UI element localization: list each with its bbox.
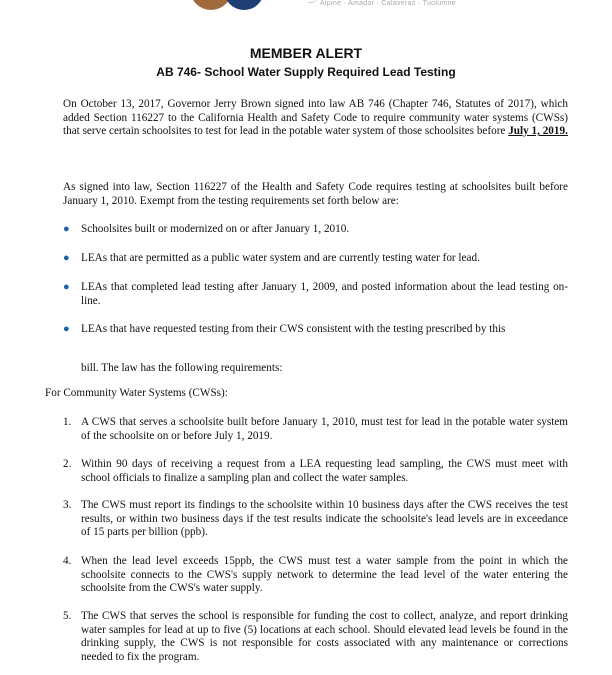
swoosh-decoration (308, 0, 318, 3)
cws-section-heading: For Community Water Systems (CWSs): (45, 387, 228, 399)
requirement-number: 3. (63, 499, 72, 511)
exemption-text: LEAs that completed lead testing after January 1, 2009, and posted information about the lead testing on- line. (81, 281, 568, 307)
exemption-item (63, 223, 568, 237)
logo-left-shape (190, 0, 232, 10)
bullet-icon: ● (63, 223, 70, 235)
requirement-text: Within 90 days of receiving a request from a LEA requesting lead sampling, the CWS must meet with school officials to finalize a sampling plan and collect the water samples. (81, 458, 568, 484)
requirement-text: The CWS must report its findings to the schoolsite within 10 business days after the CWS receives the test results, or within two business days if the test results indicate the schoolsite's lead levels are in exceedance of 15 parts per billion (ppb). (81, 499, 568, 538)
requirement-item (63, 610, 568, 664)
bullet-icon: ● (63, 281, 70, 293)
requirement-number: 5. (63, 610, 72, 622)
requirement-text: When the lead level exceeds 15ppb, the CWS must test a water sample from the point in which the schoolsite connects to the CWS's supply network to determine the lead level of the water entering the schoolsite from the CWS's water supply. (81, 555, 568, 594)
header-tagline (320, 0, 456, 7)
requirement-text: A CWS that serves a schoolsite built before January 1, 2010, must test for lead in the potable water system of the schoolsite on or before July 1, 2019. (81, 416, 568, 442)
logo-right-shape (224, 0, 264, 10)
intro-paragraph (63, 98, 568, 139)
requirement-number: 1. (63, 416, 72, 428)
exemption-paragraph: As signed into law, Section 116227 of the Health and Safety Code requires testing at schoolsites built before January 1, 2010. Exempt from the testing requirements set forth below are: (63, 181, 568, 207)
exemption-item (63, 252, 568, 266)
tagline-text: Alpine · Amador · Calaveras · Tuolumne (320, 0, 456, 7)
organization-logo (190, 0, 270, 12)
bullet-icon: ● (63, 252, 70, 264)
exemption-text: LEAs that have requested testing from their CWS consistent with the testing prescribed by this (81, 323, 506, 335)
exemption-item (63, 281, 568, 308)
requirement-number: 4. (63, 555, 72, 567)
requirement-item (63, 416, 568, 443)
requirement-item (63, 555, 568, 596)
requirement-number: 2. (63, 458, 72, 470)
requirement-item (63, 458, 568, 485)
intro-text: On October 13, 2017, Governor Jerry Brown signed into law AB 746 (Chapter 746, Statutes of 2017), which added Section 116227 to the California Health and Safety Code to require community water systems (CWSs) that serve certain schoolsites to test for lead in the potable water system of those schoolsites before (63, 98, 568, 137)
exemption-item (63, 323, 568, 337)
bullet-icon: ● (63, 323, 70, 335)
page-title: MEMBER ALERT (249, 45, 363, 61)
bill-continuation: bill. The law has the following requirements: (81, 362, 283, 374)
requirement-text: The CWS that serves the school is responsible for funding the cost to collect, analyze, and report drinking water samples for lead at up to five (5) locations at each school. Should elevated lead levels be found in the drinking supply, the CWS is not responsible for costs associated with any maintenance or corrections needed to fix the program. (81, 610, 568, 663)
exemption-text: Schoolsites built or modernized on or after January 1, 2010. (81, 223, 350, 235)
intro-deadline-date: July 1, 2019. (508, 125, 568, 137)
requirement-item (63, 499, 568, 540)
exemption-text: LEAs that are permitted as a public water system and are currently testing water for lead. (81, 252, 480, 264)
page-subtitle: AB 746- School Water Supply Required Lead Testing (156, 65, 456, 79)
